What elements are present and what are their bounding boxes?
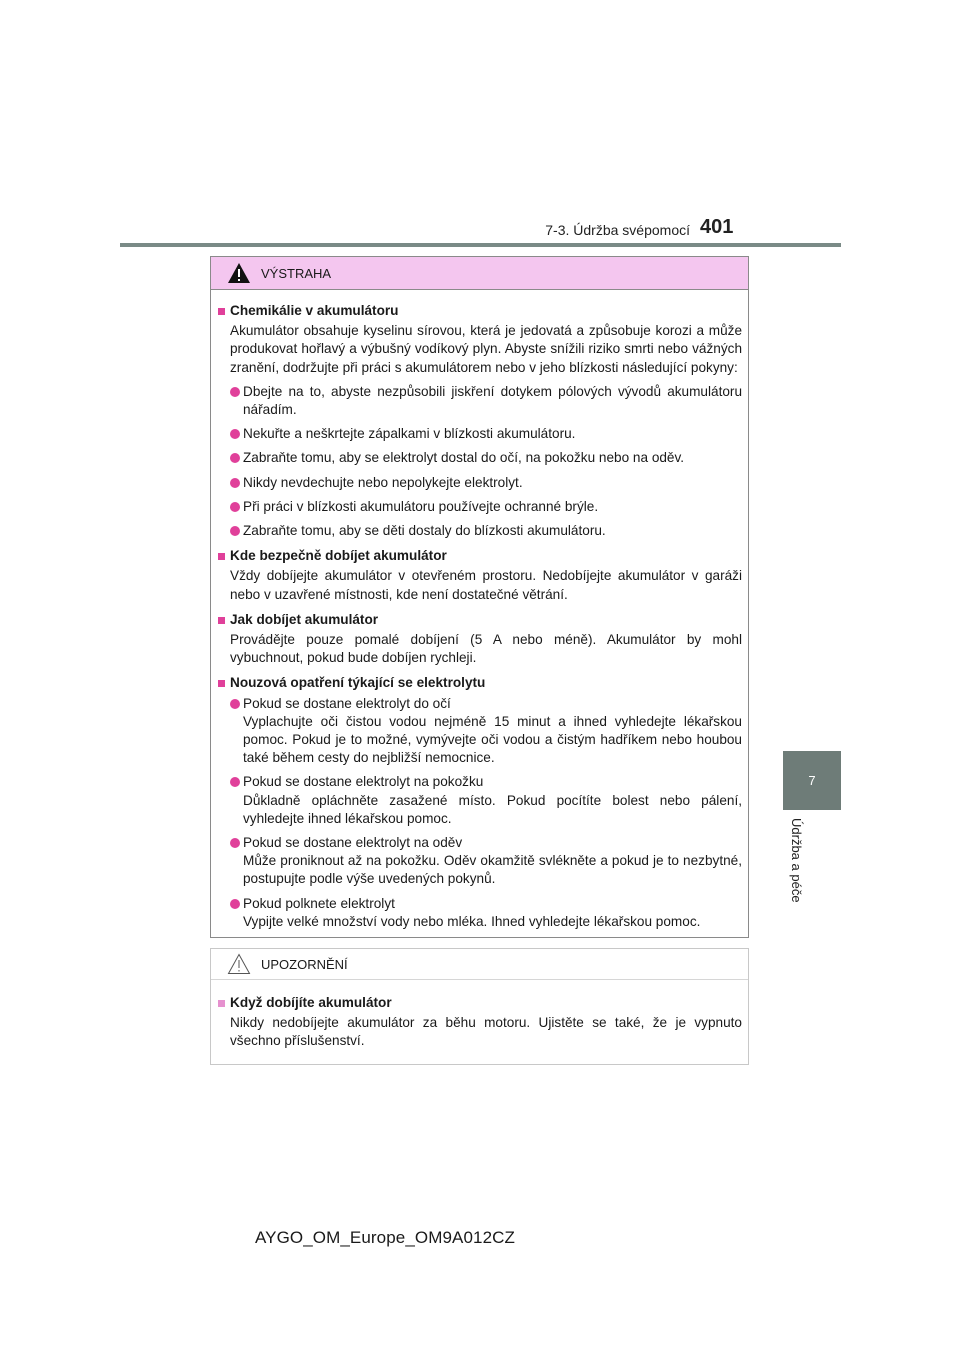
section-heading: Když dobíjíte akumulátor xyxy=(217,994,742,1012)
list-item: Pokud se dostane elektrolyt na oděv Může proniknout až na pokožku. Oděv okamžitě svlékněte a pokud je to nezbytné, postupujte podle výše uvedených pokynů. xyxy=(230,834,742,889)
chapter-number: 7 xyxy=(808,773,816,788)
section-text: Provádějte pouze pomalé dobíjení (5 A nebo méně). Akumulátor by mohl vybuchnout, pokud bude dobíjen rychleji. xyxy=(230,632,742,666)
document-code: AYGO_OM_Europe_OM9A012CZ xyxy=(254,1228,515,1247)
warning-title: VÝSTRAHA xyxy=(261,265,332,281)
square-bullet-icon xyxy=(218,680,225,687)
circle-bullet-icon xyxy=(230,478,240,488)
warning-box xyxy=(210,256,749,938)
square-bullet-icon xyxy=(218,308,225,315)
page-number: 401 xyxy=(700,216,734,238)
warning-triangle-icon xyxy=(227,262,251,284)
section-heading: Nouzová opatření týkající se elektrolytu xyxy=(217,674,742,692)
square-bullet-icon xyxy=(218,617,225,624)
circle-bullet-icon xyxy=(230,502,240,512)
header-rule xyxy=(120,243,841,247)
chapter-label: Údržba a péče xyxy=(789,818,804,903)
notice-title: UPOZORNĚNÍ xyxy=(261,956,348,972)
square-bullet-icon xyxy=(218,1000,225,1007)
circle-bullet-icon xyxy=(230,526,240,536)
list-item: Zabraňte tomu, aby se děti dostaly do blízkosti akumulátoru. xyxy=(230,522,742,540)
warning-body xyxy=(211,290,748,931)
caution-outline-triangle-icon xyxy=(227,953,251,975)
list-item: Nekuřte a neškrtejte zápalkami v blízkosti akumulátoru. xyxy=(230,425,742,443)
circle-bullet-icon xyxy=(230,838,240,848)
warning-header xyxy=(211,257,748,290)
circle-bullet-icon xyxy=(230,699,240,709)
circle-bullet-icon xyxy=(230,777,240,787)
list-item: Pokud polknete elektrolyt Vypijte velké množství vody nebo mléka. Ihned vyhledejte lékařskou pomoc. xyxy=(230,895,742,931)
circle-bullet-icon xyxy=(230,387,240,397)
circle-bullet-icon xyxy=(230,899,240,909)
notice-body xyxy=(211,980,748,1051)
notice-box xyxy=(210,948,749,1065)
section-heading: Kde bezpečně dobíjet akumulátor xyxy=(217,547,742,565)
section-heading: Jak dobíjet akumulátor xyxy=(217,611,742,629)
section-heading: Chemikálie v akumulátoru xyxy=(217,302,742,320)
circle-bullet-icon xyxy=(230,429,240,439)
square-bullet-icon xyxy=(218,553,225,560)
list-item: Pokud se dostane elektrolyt do očí Vyplachujte oči čistou vodou nejméně 15 minut a ihned vyhledejte lékařskou pomoc. Pokud je to možné, vymývejte oči vodou a čistým hadříkem nebo houbou také během cesty do nejbližší nemocnice. xyxy=(230,695,742,768)
list-item: Nikdy nevdechujte nebo nepolykejte elektrolyt. xyxy=(230,474,742,492)
list-item: Zabraňte tomu, aby se elektrolyt dostal do očí, na pokožku nebo na oděv. xyxy=(230,449,742,467)
list-item: Pokud se dostane elektrolyt na pokožku Důkladně opláchněte zasažené místo. Pokud pocítíte bolest nebo pálení, vyhledejte ihned lékařskou pomoc. xyxy=(230,773,742,828)
circle-bullet-icon xyxy=(230,453,240,463)
notice-header xyxy=(211,949,748,980)
list-item: Při práci v blízkosti akumulátoru používejte ochranné brýle. xyxy=(230,498,742,516)
chapter-tab[interactable] xyxy=(783,751,841,810)
section-text: Akumulátor obsahuje kyselinu sírovou, která je jedovatá a způsobuje korozi a může produkovat hořlavý a výbušný vodíkový plyn. Abyste snížili riziko smrti nebo vážných zranění, dodržujte při práci s akumulátorem nebo v jeho blízkosti následující pokyny: xyxy=(230,323,742,375)
section-text: Vždy dobíjejte akumulátor v otevřeném prostoru. Nedobíjejte akumulátor v garáži nebo v uzavřené místnosti, kde není dostatečné větrání. xyxy=(230,568,742,602)
list-item: Dbejte na to, abyste nezpůsobili jiskření dotykem pólových vývodů akumulátoru nářadím. xyxy=(230,383,742,419)
section-title: 7-3. Údržba svépomocí xyxy=(545,222,690,238)
section-text: Nikdy nedobíjejte akumulátor za běhu motoru. Ujistěte se také, že je vypnuto všechno příslušenství. xyxy=(230,1015,742,1049)
